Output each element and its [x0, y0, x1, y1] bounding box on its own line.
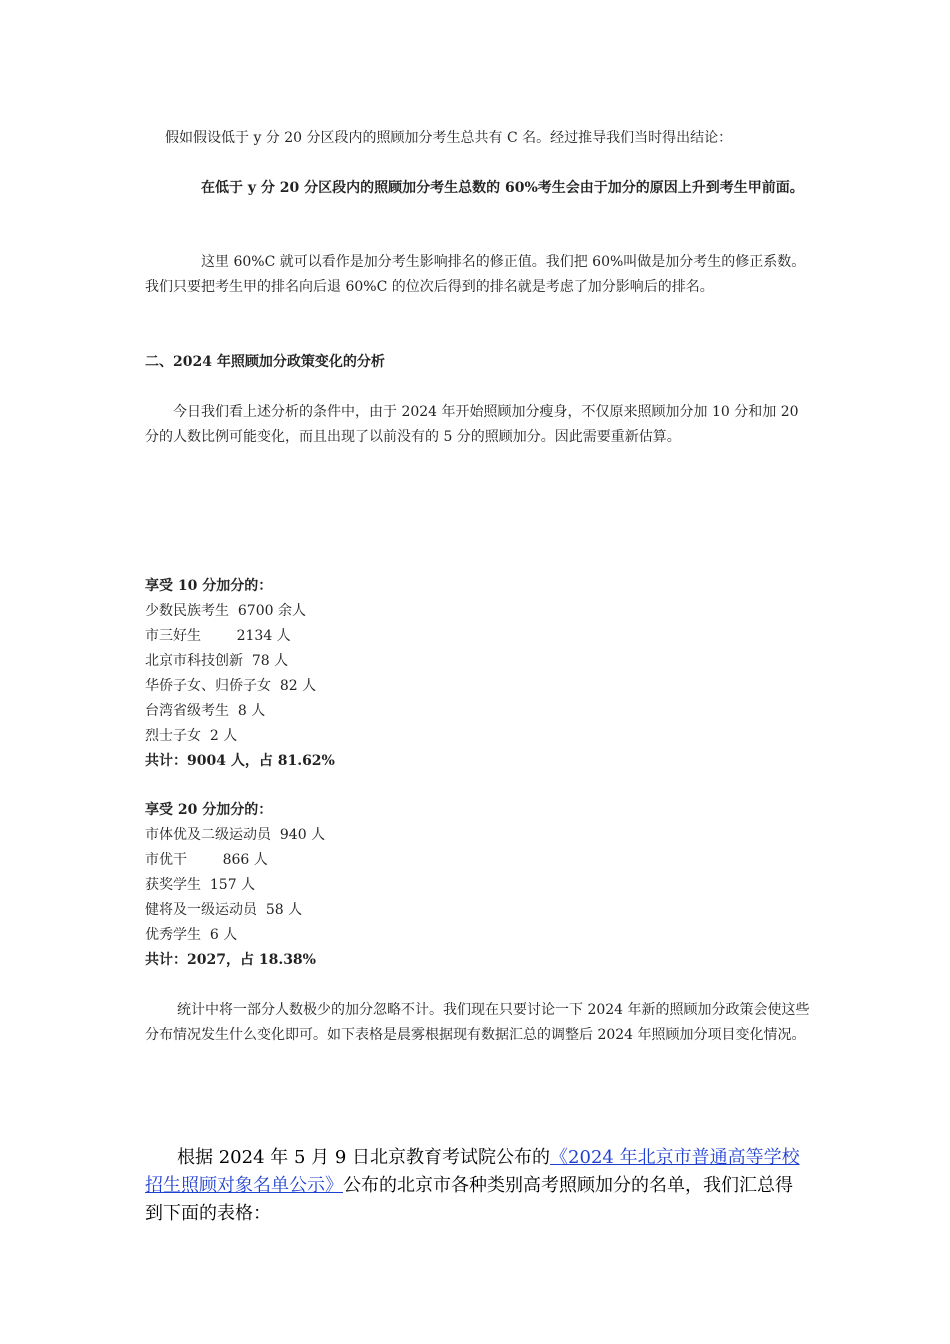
paragraph-assumption: 假如假设低于 y 分 20 分区段内的照顾加分考生总共有 C 名。经过推导我们当时得出结论： — [165, 130, 733, 146]
paragraph-conclusion: 在低于 y 分 20 分区段内的照顾加分考生总数的 60%考生会由于加分的原因上升到考生甲前面。 — [201, 180, 804, 196]
list-item: 台湾省级考生 8 人 — [145, 703, 266, 719]
announcement-link[interactable]: 《2024 年北京市普通高等学校招生照顾对象名单公示》 — [145, 1147, 800, 1196]
list-item: 市优干 866 人 — [145, 852, 268, 868]
paragraph-source — [145, 1144, 810, 1228]
twenty-point-list — [145, 798, 810, 973]
list-item: 市三好生 2134 人 — [145, 628, 291, 644]
list-item: 优秀学生 6 人 — [145, 927, 238, 943]
list-item: 北京市科技创新 78 人 — [145, 653, 289, 669]
list-item: 健将及一级运动员 58 人 — [145, 902, 303, 918]
list-item: 烈士子女 2 人 — [145, 728, 238, 744]
list-item: 少数民族考生 6700 余人 — [145, 603, 306, 619]
twenty-point-heading: 享受 20 分加分的： — [145, 802, 273, 818]
section-heading: 二、2024 年照顾加分政策变化的分析 — [145, 354, 385, 370]
source-text-before: 根据 2024 年 5 月 9 日北京教育考试院公布的 — [177, 1147, 551, 1168]
list-item: 华侨子女、归侨子女 82 人 — [145, 678, 317, 694]
twenty-point-total: 共计：2027，占 18.38% — [145, 952, 316, 968]
list-item: 获奖学生 157 人 — [145, 877, 256, 893]
paragraph-policy-change: 今日我们看上述分析的条件中，由于 2024 年开始照顾加分瘦身，不仅原来照顾加分加 10 分和加 20 分的人数比例可能变化，而且出现了以前没有的 5 分的照顾加分。因此需要重新估算。 — [145, 404, 799, 445]
ten-point-list — [145, 574, 810, 774]
ten-point-total: 共计：9004 人，占 81.62% — [145, 753, 335, 769]
paragraph-statistics-note: 统计中将一部分人数极少的加分忽略不计。我们现在只要讨论一下 2024 年新的照顾加分政策会使这些分布情况发生什么变化即可。如下表格是晨雾根据现有数据汇总的调整后 2024 年照顾加分项目变化情况。 — [145, 1002, 810, 1043]
paragraph-correction-factor: 这里 60%C 就可以看作是加分考生影响排名的修正值。我们把 60%叫做是加分考生的修正系数。我们只要把考生甲的排名向后退 60%C 的位次后得到的排名就是考虑了加分影响后的排名。 — [145, 254, 806, 295]
ten-point-heading: 享受 10 分加分的： — [145, 578, 273, 594]
source-text-after: 公布的北京市各种类别高考照顾加分的名单，我们汇总得到下面的表格： — [145, 1175, 793, 1224]
list-item: 市体优及二级运动员 940 人 — [145, 827, 326, 843]
